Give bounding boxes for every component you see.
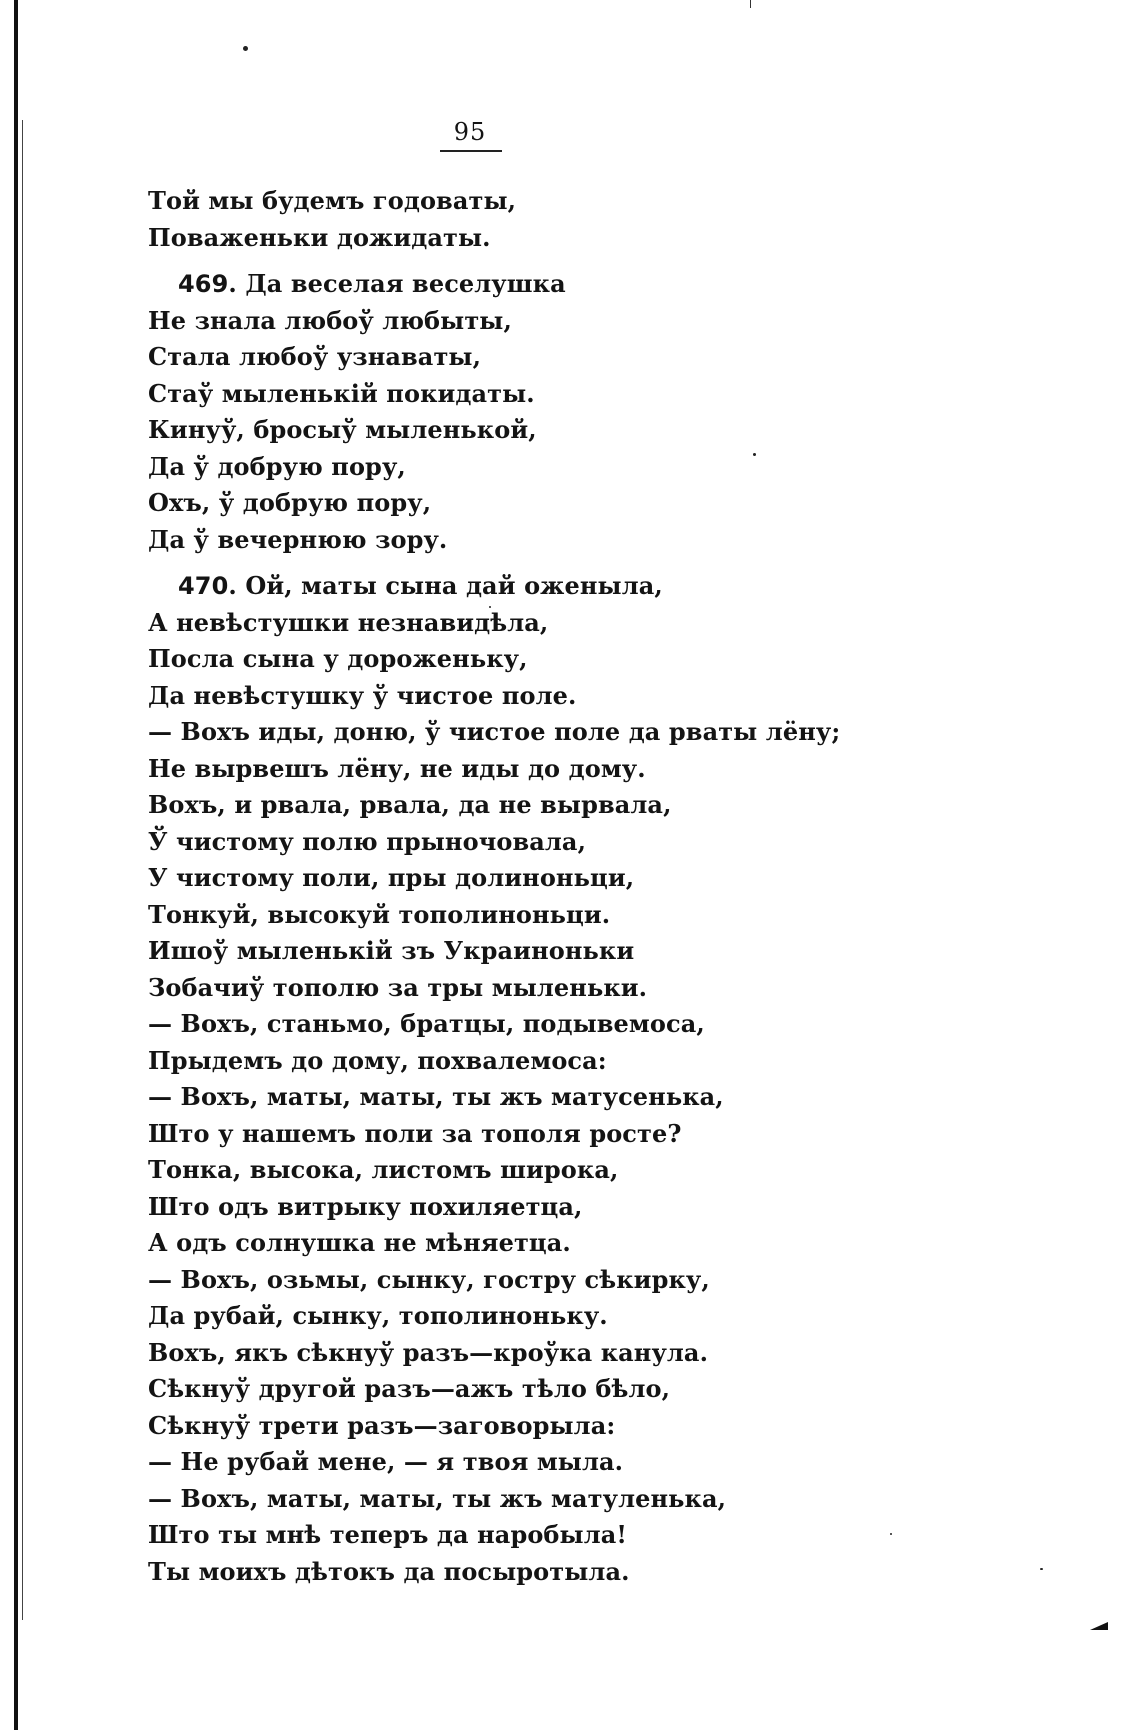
text-line: Кинуў, бросыў мыленькой, [148, 415, 537, 444]
text-line: Ты моихъ дѣтокъ да посыротыла. [148, 1556, 630, 1586]
binding-edge-line [22, 120, 23, 1620]
text-line: — Не рубай мене, — я твоя мыла. [148, 1447, 624, 1476]
text-line: Вохъ, и рвала, рвала, да не вырвала, [148, 790, 672, 819]
text-line: Ишоў мыленькій зъ Украиноньки [148, 936, 635, 965]
ink-speck [243, 46, 248, 51]
song-470-first-line [148, 568, 1048, 605]
text-line: Што ты мнѣ теперъ да наробыла! [148, 1520, 628, 1549]
text-line: Сѣкнуў трети разъ—заговорыла: [148, 1410, 616, 1440]
scan-artifact-corner [1090, 1622, 1108, 1630]
text-line: — Вохъ, озьмы, сынку, гостру сѣкирку, [148, 1264, 710, 1294]
text-line: Што одъ витрыку похиляетца, [148, 1191, 583, 1221]
song-469-first-line [148, 266, 1048, 303]
text-line: Вохъ, якъ сѣкнуў разъ—кроўка канула. [148, 1337, 709, 1367]
text-line: А невѣстушки незнавидѣла, [148, 607, 549, 637]
text-line: Ў чистому полю прыночовала, [148, 826, 587, 856]
text-line: Той мы будемъ годоваты, [148, 186, 517, 215]
binding-edge-shadow [14, 0, 18, 1730]
text-line: Стаў мыленькій покидаты. [148, 378, 535, 408]
song-first-line-text: . Ой, маты сына дай оженыла, [228, 571, 663, 600]
text-line: Зобачиў тополю за тры мыленьки. [148, 972, 648, 1002]
text-line: Поваженьки дожидаты. [148, 222, 491, 252]
poem-text [148, 183, 1048, 1590]
text-line: Да рубай, сынку, тополиноньку. [148, 1301, 608, 1330]
text-line: Охъ, ў добрую пору, [148, 488, 432, 517]
text-line: Не вырвешъ лёну, не иды до дому. [148, 753, 646, 783]
scan-artifact-tick [750, 0, 751, 8]
text-line: Стала любоў узнаваты, [148, 342, 482, 371]
text-line: Не знала любоў любыты, [148, 305, 512, 335]
text-line: У чистому поли, пры долиноньци, [148, 863, 635, 892]
song-number: 469 [178, 270, 229, 298]
text-line: — Вохъ, станьмо, братцы, подывемоса, [148, 1009, 705, 1038]
text-line: — Вохъ, маты, маты, ты жъ матуленька, [148, 1483, 727, 1513]
text-line: Прыдемъ до дому, похвалемоса: [148, 1045, 607, 1075]
song-first-line-text: . Да веселая веселушка [228, 269, 566, 298]
text-line: Да ў вечернюю зору. [148, 524, 448, 554]
text-line: Тонкуй, высокуй тополиноньци. [148, 899, 611, 929]
text-line: Да ў добрую пору, [148, 451, 406, 481]
song-number: 470 [178, 572, 229, 600]
text-line: А одъ солнушка не мѣняетца. [148, 1228, 571, 1257]
page-number-underline [440, 150, 502, 152]
text-line: Што у нашемъ поли за тополя росте? [148, 1118, 682, 1148]
text-line: — Вохъ иды, доню, ў чистое поле да рваты лёну; [148, 717, 841, 746]
text-line: Посла сына у дороженьку, [148, 644, 528, 673]
text-line: Тонка, высока, листомъ широка, [148, 1155, 619, 1184]
text-line: — Вохъ, маты, маты, ты жъ матусенька, [148, 1082, 724, 1111]
page-number: 95 [453, 118, 487, 146]
text-line: Да невѣстушку ў чистое поле. [148, 680, 577, 710]
text-line: Сѣкнуў другой разъ—ажъ тѣло бѣло, [148, 1374, 671, 1403]
